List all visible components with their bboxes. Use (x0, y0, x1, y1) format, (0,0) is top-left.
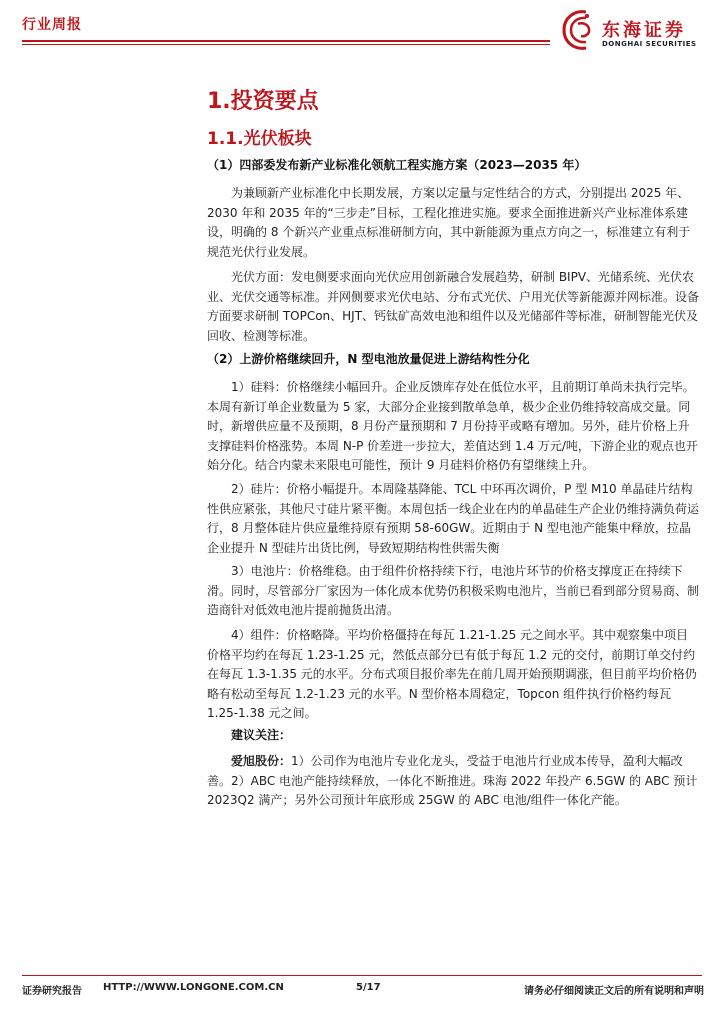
paragraph-module: 4）组件：价格略降。平均价格僵持在每瓦 1.21-1.25 元之间水平。其中观察集中项目价格平均约在每瓦 1.23-1.25 元，然低点部分已有低于每瓦 1.2 元的交付，前期订单交付约在每瓦 1.3-1.35 元的水平。分布式项目报价率先在前几周开始预期调涨，但目前平均价格仍略有松动至每瓦 1.2-1.23 元的水平。N 型价格本周稳定，Topcon 组件执行价格约每瓦 1.25-1.38 元之间。 (207, 628, 697, 721)
page-number: 5/17 (356, 982, 381, 993)
heading-upstream-price: （2）上游价格继续回升，N 型电池放量促进上游结构性分化 (207, 352, 530, 366)
footer-report-label: 证券研究报告 (22, 986, 82, 997)
logo-chinese-name: 东海证券 (602, 20, 686, 41)
heading-recommendation: 建议关注： (231, 728, 292, 742)
paragraph-cell: 3）电池片：价格维稳。由于组件价格持续下行，电池片环节的价格支撑度正在持续下滑。同时，尽管部分厂家因为一体化成本优势仍积极采购电池片，当前已看到部分贸易商、制造商针对低效电池片提前抛货出清。 (207, 564, 700, 618)
logo-english-name: DONGHAI SECURITIES (602, 40, 697, 48)
header-divider-thin (22, 44, 550, 45)
footer-disclaimer: 请务必仔细阅读正文后的所有说明和声明 (524, 986, 704, 997)
company-logo (556, 8, 706, 54)
subsection-title: 1.1.光伏板块 (207, 129, 312, 149)
footer-divider (22, 975, 702, 976)
paragraph-policy-goals: 为兼顾新产业标准化中长期发展，方案以定量与定性结合的方式，分别提出 2025 年、2030 年和 2035 年的“三步走”目标，工程化推进实施。要求全面推进新兴产业标准体系建设，明确的 8 个新兴产业重点标准研制方向，其中新能源为重点方向之一，标准建立有利于规范光伏行业发展。 (207, 186, 691, 259)
footer-website-link[interactable]: HTTP://WWW.LONGONE.COM.CN (103, 982, 284, 993)
stock-thesis: 1）公司作为电池片专业化龙头，受益于电池片行业成本传导，盈利大幅改善。2）ABC 电池产能持续释放，一体化不断推进。珠海 2022 年投产 6.5GW 的 ABC 预计 2023Q2 满产；另外公司预计年底形成 25GW 的 ABC 电池/组件一体化产能。 (207, 754, 698, 808)
paragraph-polysilicon: 1）硅料：价格继续小幅回升。企业反馈库存处在低位水平，且前期订单尚未执行完毕。本周有新订单企业数量为 5 家，大部分企业接到散单急单，极少企业仍维持较高成交量。同时，新增供应量不及预期，8 月份产量预期和 7 月份持平或略有增加。另外，硅片价格上升支撑硅料价格涨势。本周 N-P 价差进一步拉大，差值达到 1.4 万元/吨，下游企业的观点也开始分化。结合内蒙未来限电可能性，预计 9 月硅料价格仍有望继续上升。 (207, 380, 698, 473)
stock-name: 爱旭股份： (231, 754, 292, 768)
paragraph-pv-standards: 光伏方面：发电侧要求面向光伏应用创新融合发展趋势，研制 BIPV、光储系统、光伏农业、光伏交通等标准。并网侧要求光伏电站、分布式光伏、户用光伏等新能源并网标准。设备方面要求研制 TOPCon、HJT、钙钛矿高效电池和组件以及光储部件等标准，研制智能光伏及回收、检测等标准。 (207, 270, 700, 343)
section-title: 1.投资要点 (207, 89, 319, 114)
paragraph-recommended-stock (207, 752, 699, 811)
heading-policy: （1）四部委发布新产业标准化领航工程实施方案（2023—2035 年） (207, 158, 587, 172)
dragon-logo-icon (556, 8, 598, 52)
report-type-tag: 行业周报 (22, 17, 82, 33)
paragraph-wafer: 2）硅片：价格小幅提升。本周隆基降能、TCL 中环再次调价，P 型 M10 单晶硅片结构性供应紧张，其他尺寸硅片紧平衡。本周包括一线企业在内的单晶硅生产企业仍维持满负荷运行，8 月整体硅片供应量维持原有预期 58-60GW。近期由于 N 型电池产能集中释放，拉晶企业提升 N 型硅片出货比例，导致短期结构性供需失衡 (207, 482, 700, 555)
header-divider (22, 40, 550, 42)
